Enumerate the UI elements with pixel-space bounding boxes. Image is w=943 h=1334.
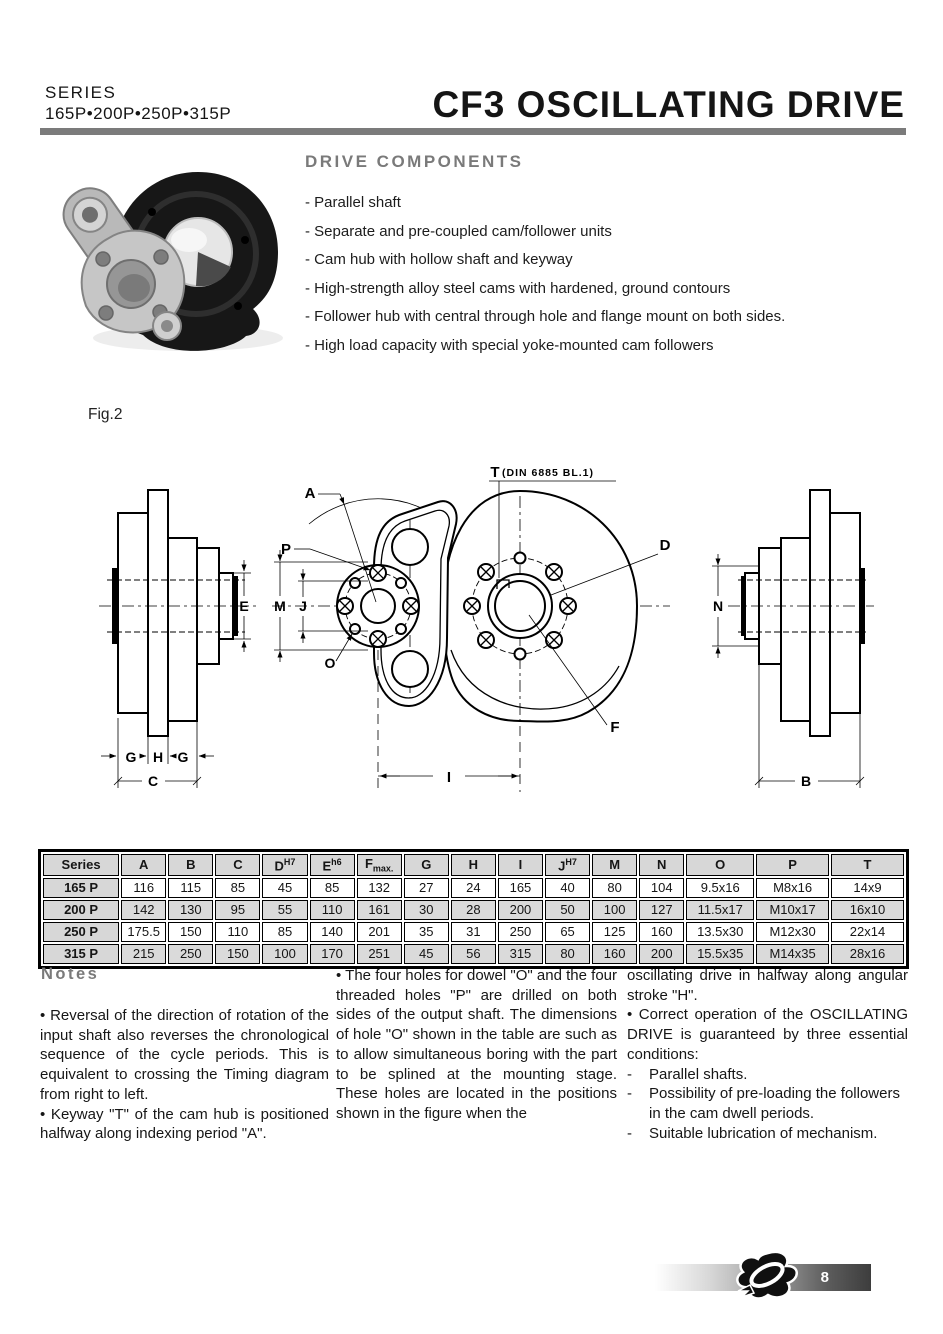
dim-label-J: J bbox=[299, 598, 307, 614]
spec-col-header: H bbox=[451, 854, 496, 876]
spec-col-header: P bbox=[756, 854, 829, 876]
value-cell: 110 bbox=[310, 900, 355, 920]
dim-label-N: N bbox=[712, 598, 724, 614]
value-cell: 13.5x30 bbox=[686, 922, 754, 942]
spec-col-header: $D^{H7}$ bbox=[262, 854, 307, 876]
value-cell: 80 bbox=[545, 944, 590, 964]
dim-label-I: I bbox=[446, 769, 452, 786]
dash-marker: - bbox=[627, 1065, 632, 1083]
page-number: 8 bbox=[820, 1269, 829, 1286]
table-row bbox=[43, 944, 904, 964]
value-cell: 9.5x16 bbox=[686, 878, 754, 898]
note-paragraph: • Keyway "T" of the cam hub is positioned halfway along indexing period "A". bbox=[40, 1105, 329, 1143]
note-paragraph: oscillating drive in halfway along angular stroke "H". bbox=[627, 967, 908, 1004]
dash-marker: - bbox=[627, 1085, 632, 1103]
cam-profile bbox=[443, 491, 637, 726]
value-cell: 130 bbox=[168, 900, 213, 920]
drive-components-list bbox=[305, 195, 917, 354]
spec-col-header: $F_{max.}$ bbox=[357, 854, 402, 876]
condition-text: Suitable lubrication of mechanism. bbox=[649, 1124, 878, 1142]
value-cell: 115 bbox=[168, 878, 213, 898]
spec-col-header: N bbox=[639, 854, 684, 876]
value-cell: 22x14 bbox=[831, 922, 904, 942]
list-item: - High-strength alloy steel cams with hardened, ground contours bbox=[305, 279, 731, 297]
value-cell: 50 bbox=[545, 900, 590, 920]
value-cell: 132 bbox=[357, 878, 402, 898]
list-item: - Parallel shaft bbox=[305, 194, 401, 211]
value-cell: 56 bbox=[451, 944, 496, 964]
dim-label-G-right: G bbox=[177, 749, 189, 765]
label-A: A bbox=[304, 485, 316, 502]
value-cell: 175.5 bbox=[121, 922, 166, 942]
value-cell: 161 bbox=[357, 900, 402, 920]
value-cell: 65 bbox=[545, 922, 590, 942]
value-cell: 16x10 bbox=[831, 900, 904, 920]
value-cell: 170 bbox=[310, 944, 355, 964]
spec-col-header: C bbox=[215, 854, 260, 876]
value-cell: 160 bbox=[592, 944, 637, 964]
spec-table-head-row bbox=[43, 854, 904, 876]
figure-left-view bbox=[99, 490, 257, 789]
value-cell: 27 bbox=[404, 878, 449, 898]
value-cell: 14x9 bbox=[831, 878, 904, 898]
spec-table-body bbox=[43, 878, 904, 964]
spec-col-header: T bbox=[831, 854, 904, 876]
condition-text: Possibility of pre-loading the followers in the cam dwell periods. bbox=[649, 1085, 900, 1122]
figure-right-view bbox=[712, 490, 874, 789]
drive-components-heading: DRIVE COMPONENTS bbox=[305, 152, 524, 171]
spec-col-header: M bbox=[592, 854, 637, 876]
series-cell: 165 P bbox=[43, 878, 119, 898]
spec-col-header: I bbox=[498, 854, 543, 876]
figure-caption: Fig.2 bbox=[88, 406, 123, 423]
value-cell: 116 bbox=[121, 878, 166, 898]
table-row bbox=[43, 922, 904, 942]
note-paragraph: • Correct operation of the OSCILLATING DRIVE is guaranteed by three essential conditions: bbox=[627, 1006, 908, 1063]
value-cell: 142 bbox=[121, 900, 166, 920]
technical-drawing bbox=[88, 448, 888, 808]
value-cell: 45 bbox=[404, 944, 449, 964]
value-cell: 150 bbox=[215, 944, 260, 964]
follower-yoke bbox=[337, 501, 457, 706]
notes-column-3 bbox=[627, 966, 908, 1143]
value-cell: 200 bbox=[639, 944, 684, 964]
list-item: - Separate and pre-coupled cam/follower units bbox=[305, 222, 612, 240]
label-P: P bbox=[280, 541, 292, 558]
header-rule bbox=[40, 128, 906, 135]
value-cell: 45 bbox=[262, 878, 307, 898]
value-cell: 150 bbox=[168, 922, 213, 942]
value-cell: 140 bbox=[310, 922, 355, 942]
value-cell: 100 bbox=[592, 900, 637, 920]
value-cell: 85 bbox=[310, 878, 355, 898]
spec-col-header: G bbox=[404, 854, 449, 876]
value-cell: 100 bbox=[262, 944, 307, 964]
list-item: - Cam hub with hollow shaft and keyway bbox=[305, 251, 573, 268]
value-cell: 85 bbox=[215, 878, 260, 898]
note-paragraph: • Reversal of the direction of rotation of the input shaft also reverses the chronological sequence of the cycle periods. This is equivalent to crossing the Timing diagram from right to left. bbox=[40, 1007, 329, 1103]
condition-item bbox=[627, 1084, 908, 1123]
value-cell: 127 bbox=[639, 900, 684, 920]
value-cell: 104 bbox=[639, 878, 684, 898]
brand-logo-icon bbox=[728, 1247, 808, 1305]
dim-label-G-left: G bbox=[125, 749, 137, 765]
value-cell: 40 bbox=[545, 878, 590, 898]
label-F: F bbox=[610, 719, 620, 736]
condition-item bbox=[627, 1124, 908, 1144]
dim-label-B: B bbox=[800, 773, 812, 789]
value-cell: 28x16 bbox=[831, 944, 904, 964]
note-paragraph: • The four holes for dowel "O" and the four threaded holes "P" are drilled on both sides of the output shaft. The dimensions of hole "O" shown in the table are such as to allow simultaneous boring with the part to be splined at the mounting stage. These holes are located in the positions shown in the figure when the bbox=[336, 967, 617, 1122]
spec-col-header: A bbox=[121, 854, 166, 876]
label-T-din: (DIN 6885 BL.1) bbox=[502, 467, 595, 479]
value-cell: 250 bbox=[498, 922, 543, 942]
dash-marker: - bbox=[627, 1124, 632, 1142]
label-T: T bbox=[490, 464, 500, 481]
value-cell: 30 bbox=[404, 900, 449, 920]
value-cell: 110 bbox=[215, 922, 260, 942]
value-cell: 201 bbox=[357, 922, 402, 942]
value-cell: 251 bbox=[357, 944, 402, 964]
notes-heading: Notes bbox=[41, 965, 100, 983]
drive-components-section bbox=[305, 152, 917, 366]
value-cell: 80 bbox=[592, 878, 637, 898]
value-cell: 250 bbox=[168, 944, 213, 964]
series-label: SERIES bbox=[45, 83, 117, 102]
table-row bbox=[43, 900, 904, 920]
value-cell: 215 bbox=[121, 944, 166, 964]
value-cell: 15.5x35 bbox=[686, 944, 754, 964]
product-photo bbox=[48, 156, 290, 366]
notes-column-1 bbox=[40, 1006, 329, 1144]
value-cell: M12x30 bbox=[756, 922, 829, 942]
value-cell: 85 bbox=[262, 922, 307, 942]
value-cell: M14x35 bbox=[756, 944, 829, 964]
value-cell: 31 bbox=[451, 922, 496, 942]
dim-label-E: E bbox=[239, 598, 249, 614]
list-item: - High load capacity with special yoke-mounted cam followers bbox=[305, 336, 714, 354]
condition-item bbox=[627, 1065, 908, 1085]
value-cell: 200 bbox=[498, 900, 543, 920]
value-cell: 165 bbox=[498, 878, 543, 898]
value-cell: 11.5x17 bbox=[686, 900, 754, 920]
value-cell: M10x17 bbox=[756, 900, 829, 920]
spec-col-header: $J^{H7}$ bbox=[545, 854, 590, 876]
table-row bbox=[43, 878, 904, 898]
label-D: D bbox=[659, 537, 671, 554]
value-cell: 24 bbox=[451, 878, 496, 898]
series-cell: 200 P bbox=[43, 900, 119, 920]
spec-col-header: Series bbox=[43, 854, 119, 876]
figure-front-view bbox=[272, 464, 671, 792]
dim-label-H: H bbox=[152, 749, 164, 765]
spec-col-header: O bbox=[686, 854, 754, 876]
value-cell: 160 bbox=[639, 922, 684, 942]
list-item: - Follower hub with central through hole and flange mount on both sides. bbox=[305, 308, 786, 325]
value-cell: M8x16 bbox=[756, 878, 829, 898]
dim-label-M: M bbox=[274, 598, 286, 614]
value-cell: 125 bbox=[592, 922, 637, 942]
dimensions-table bbox=[38, 849, 909, 969]
value-cell: 315 bbox=[498, 944, 543, 964]
series-cell: 315 P bbox=[43, 944, 119, 964]
condition-text: Parallel shafts. bbox=[649, 1065, 748, 1083]
notes-column-2 bbox=[336, 966, 617, 1124]
dim-label-C: C bbox=[147, 773, 159, 789]
spec-col-header: $E^{h6}$ bbox=[310, 854, 355, 876]
value-cell: 28 bbox=[451, 900, 496, 920]
series-models: 165P•200P•250P•315P bbox=[45, 104, 232, 123]
page-title: CF3 OSCILLATING DRIVE bbox=[432, 84, 905, 125]
dimensions-table-wrap bbox=[38, 849, 909, 969]
label-O: O bbox=[324, 655, 336, 671]
value-cell: 55 bbox=[262, 900, 307, 920]
spec-col-header: B bbox=[168, 854, 213, 876]
value-cell: 95 bbox=[215, 900, 260, 920]
series-cell: 250 P bbox=[43, 922, 119, 942]
value-cell: 35 bbox=[404, 922, 449, 942]
